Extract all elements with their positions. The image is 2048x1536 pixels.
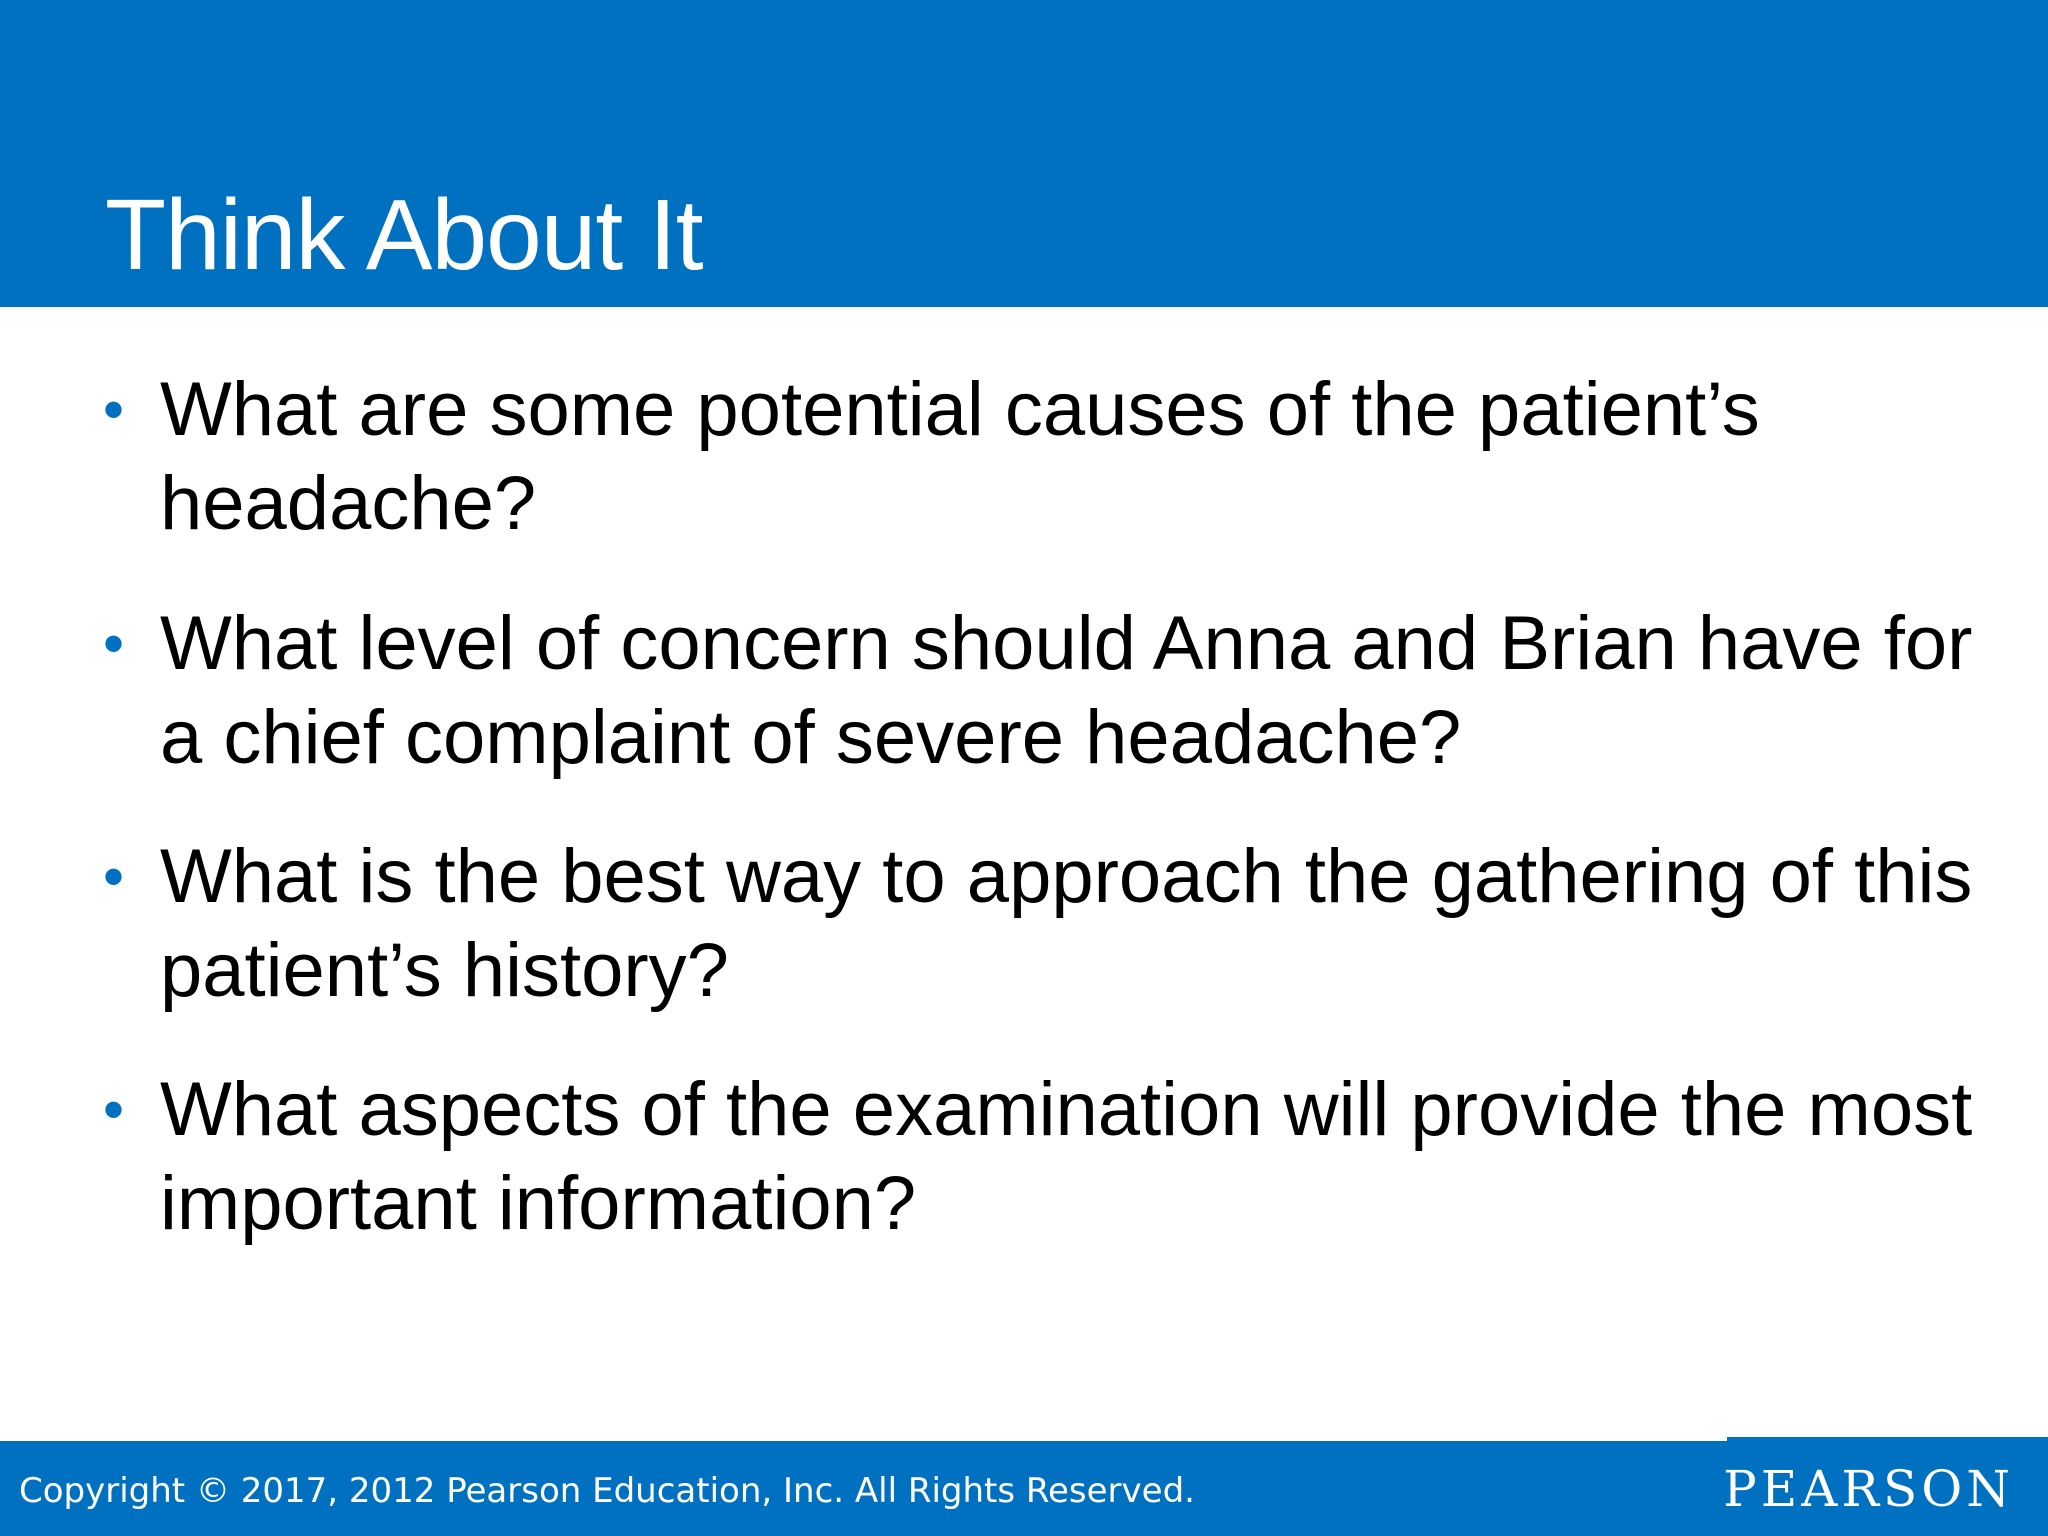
bullet-text: What are some potential causes of the patient’s headache? bbox=[160, 367, 1760, 546]
pearson-logo: PEARSON bbox=[1723, 1460, 2014, 1518]
bullet-icon: • bbox=[103, 610, 125, 677]
copyright-notice: Copyright © 2017, 2012 Pearson Education, Inc. All Rights Reserved. bbox=[19, 1471, 1195, 1511]
bullet-icon: • bbox=[103, 376, 125, 443]
slide-title: Think About It bbox=[105, 179, 703, 291]
bullet-text: What level of concern should Anna and Brian have for a chief complaint of severe headache? bbox=[160, 601, 1973, 780]
bullet-icon: • bbox=[103, 1076, 125, 1143]
bullet-text: What aspects of the examination will provide the most important information? bbox=[160, 1067, 1973, 1246]
bullet-icon: • bbox=[103, 843, 125, 910]
bullet-text: What is the best way to approach the gathering of this patient’s history? bbox=[160, 834, 1973, 1013]
